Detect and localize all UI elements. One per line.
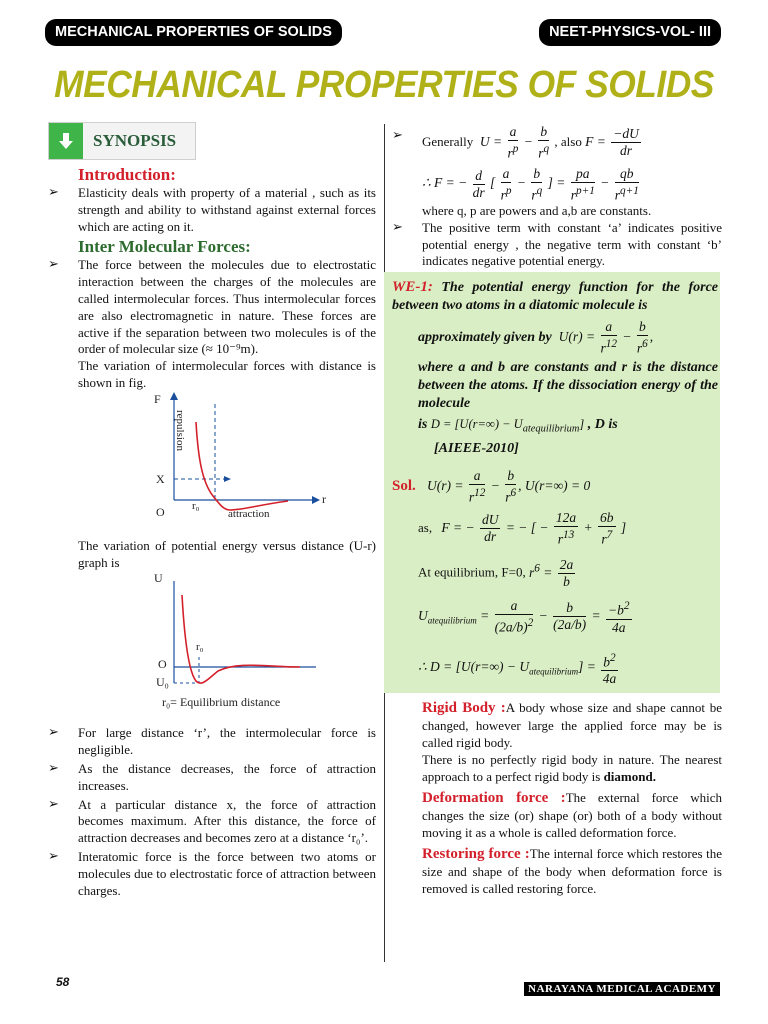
solution-line-5: ∴ $D = [U(r=\infty) - U_{atequilibrium}]$ = $\frac{b^2}{4a}$ (418, 651, 617, 687)
we-question-2: approximately given by (418, 330, 552, 346)
at-eq-label: At equilibrium, F=0, (418, 564, 526, 580)
graph2-caption: r₀= Equilibrium distance (162, 695, 281, 710)
deformation-force-text (392, 789, 722, 841)
chapter-tag: MECHANICAL PROPERTIES OF SOLIDS (45, 19, 342, 46)
generally-bullet (392, 124, 722, 162)
bullet-interatomic-force: ➢ Interatomic force is the force between two atoms or molecules due to electrostatic force of attraction between charges. (48, 849, 376, 899)
synopsis-label: SYNOPSIS (93, 131, 177, 150)
arrow-down-icon (49, 123, 83, 159)
deformation-force-term: Deformation force : (422, 790, 566, 807)
we-question-is-line: is $D = [U(r=\infty) - U_{atequilibrium}]$ , D is (418, 416, 618, 435)
rigid-body-term: Rigid Body : (422, 700, 506, 717)
generally-label: Generally (422, 133, 474, 149)
we-question-3: where a and b are constants and r is the distance between the atoms. If the dissociation energy of the molecule (418, 359, 718, 411)
positive-term-bullet: ➢ The positive term with constant ‘a’ indicates positive potential energy , the negative term with constant ‘b’ indicates negative potential energy. (392, 220, 722, 270)
rigid-body-text-2 (392, 751, 722, 785)
we-is-label: is (418, 416, 428, 432)
page-number: 58 (56, 975, 70, 989)
imf-variation-text: The variation of intermolecular forces with distance is shown in fig. (78, 358, 376, 390)
restoring-force-def: The internal force which restores the size and shape of the body when deformation force is removed is called restoring force. (422, 846, 722, 897)
bullet-large-distance: ➢ For large distance ‘r’, the intermolecular force is negligible. (48, 725, 376, 759)
solution-line-2: as, F = − $\frac{dU}{dr}$ = − [ − $\frac{12a}{r^{13}}$ + $\frac{6b}{r^7}$ ] (418, 509, 627, 547)
left-column (48, 165, 376, 899)
restoring-force-text (392, 845, 722, 897)
publisher-brand: NARAYANA MEDICAL ACADEMY (524, 982, 720, 996)
synopsis-banner (48, 122, 196, 160)
graph1-attraction: attraction (228, 507, 270, 520)
graph1-r0: r₀ (192, 499, 200, 512)
force-derivation: ∴ F = − $\frac{d}{dr}$ [ $\frac{a}{r^p}$ − $\frac{b}{r^q}$ ] = $\frac{pa}{r^{p+1}}$ − $\frac{qb}{r^{q+1}}$ (422, 165, 639, 202)
solution-line-3: At equilibrium, F=0, $r^6$ = $\frac{2a}{b}$ (418, 557, 574, 590)
graph1-x-mark: X (156, 471, 165, 486)
right-column (392, 124, 722, 897)
graph2-u0: U₀ (156, 675, 169, 690)
sol-label: Sol. (392, 478, 416, 495)
we-is2-label: , D is (587, 416, 618, 432)
solution-line-1: Sol. U(r) = $\frac{a}{r^{12}}$ − $\frac{b}{r^6}$ , U(r=∞) = 0 (392, 468, 591, 505)
imf-bullet: ➢ The force between the molecules due to electrostatic interaction between the charges of the molecules are called intermolecular forces. Thus intermolecular forces are also electromagnetic in nature. These forces are active if the separation between two molecules is of the order of molecular size (≈ 10⁻⁹m). (48, 257, 376, 358)
where-text: where q, p are powers and a,b are constants. (422, 203, 652, 218)
graph2-r0: r₀ (196, 641, 204, 654)
potential-energy-graph (78, 571, 376, 711)
we-question-2-line: approximately given by U(r) = $\frac{a}{r^{12}}$ − $\frac{b}{r^6}$ , (418, 319, 654, 356)
rigid-body-text (392, 699, 722, 751)
graph1-origin: O (156, 504, 165, 519)
formula-f: F = $\frac{-dU}{dr}$ (585, 126, 639, 159)
rigid-body-nearest: There is no perfectly rigid body in nature. The nearest approach to a perfect rigid body is (422, 752, 722, 785)
diamond-label: diamond. (603, 769, 656, 785)
worked-example-box (384, 272, 720, 693)
pe-variation-text: The variation of potential energy versus distance (U-r) graph is (78, 537, 376, 570)
also-label: , also (554, 133, 582, 149)
bullet-max-attraction: ➢ At a particular distance x, the force of attraction becomes maximum. After this distance, the force of attraction decreases and becomes zero at a distance ‘r₀’. (48, 797, 376, 847)
graph1-x-label: r (322, 491, 326, 506)
rigid-body-def: A body whose size and shape cannot be changed, however large the applied force may be is called rigid body. (422, 700, 723, 751)
volume-tag: NEET-PHYSICS-VOL- III (539, 19, 721, 46)
intro-bullet: ➢ Elasticity deals with property of a material , such as its strength and ability to withstand against external forces which are acting on it. (48, 185, 376, 235)
as-label: as, (418, 519, 433, 535)
graph2-y-label: U (154, 571, 163, 586)
page-title: MECHANICAL PROPERTIES OF SOLIDS (54, 64, 714, 106)
force-distance-graph (78, 392, 376, 534)
imf-heading: Inter Molecular Forces: (78, 237, 251, 257)
formula-u: U = $\frac{a}{r^p}$ − $\frac{b}{r^q}$ (476, 124, 550, 161)
deformation-force-def: The external force which changes the size (or) shape (or) both of a body without moving it as a whole is called deformation force. (422, 790, 722, 841)
graph1-y-label: F (154, 391, 161, 406)
restoring-force-term: Restoring force : (422, 846, 530, 863)
we-reference: [AIEEE-2010] (434, 441, 519, 457)
graph2-origin: O (158, 657, 167, 672)
bullet-distance-decreases: ➢ As the distance decreases, the force of attraction increases. (48, 761, 376, 795)
graph1-repulsion: repulsion (174, 409, 186, 451)
we-question-1: The potential energy function for the force between two atoms in a diatomic molecule is (392, 280, 718, 314)
solution-line-4: $U_{atequilibrium}$ = $\frac{a}{(2a/b)^2}$ − $\frac{b}{(2a/b)}$ = $\frac{-b^2}{4a}$ (418, 598, 630, 635)
we-tag: WE-1: (392, 279, 433, 296)
intro-heading: Introduction: (78, 165, 176, 184)
